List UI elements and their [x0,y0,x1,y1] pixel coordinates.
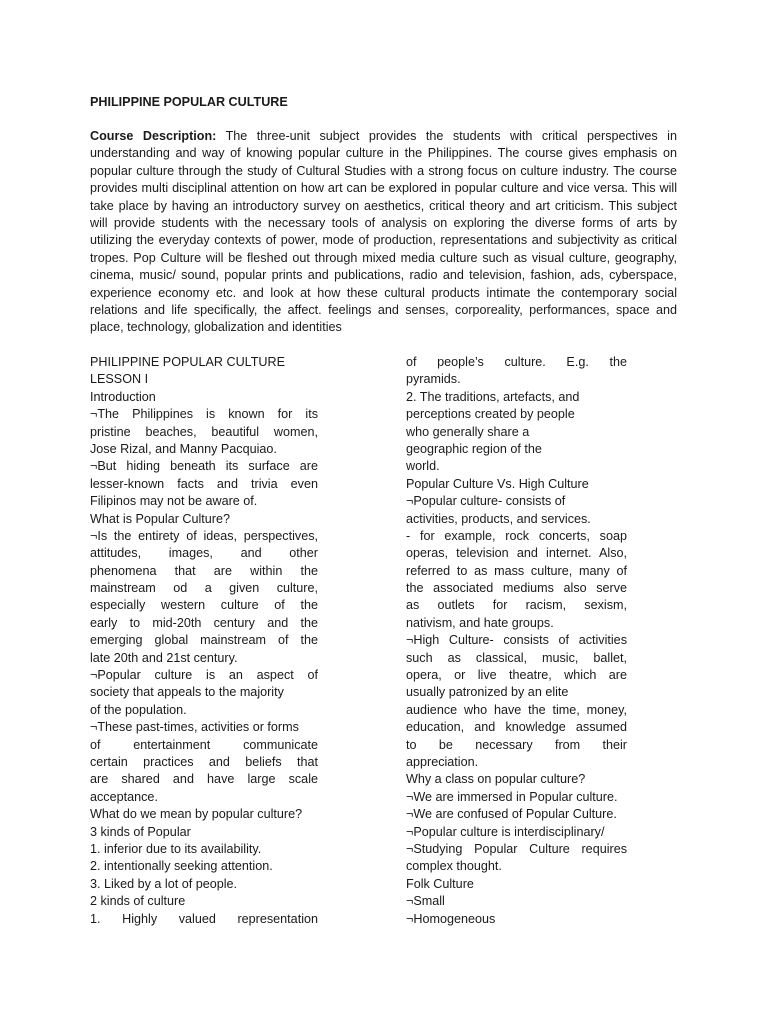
text-line: attitudes, images, and other [90,546,318,561]
text-line: of the population. [90,702,187,717]
text-line: nativism, and hate groups. [406,615,554,630]
text-line: especially western culture of the [90,598,318,613]
text-line: are shared and have large scale [90,772,318,787]
text-line: Jose Rizal, and Manny Pacquiao. [90,441,277,456]
text-line: early to mid-20th century and the [90,615,318,630]
text-line: of people’s culture. E.g. the [406,355,627,369]
text-line: referred to as mass culture, many of [406,563,627,578]
text-line: perceptions created by people [406,407,575,422]
text-line: ¬We are confused of Popular Culture. [406,807,617,822]
text-line: What is Popular Culture? [90,511,230,526]
text-line: Filipinos may not be aware of. [90,494,258,509]
text-line: 3 kinds of Popular [90,824,191,839]
text-line: 3. Liked by a lot of people. [90,876,238,891]
text-line: PHILIPPINE POPULAR CULTURE [90,355,286,369]
text-line: LESSON I [90,372,149,387]
text-line: mainstream od a given culture, [90,581,318,596]
left-column [90,354,318,928]
course-description [90,128,677,337]
text-line: geographic region of the [406,441,542,456]
text-line: the associated mediums also serve [406,581,627,596]
text-line: operas, television and internet. Also, [406,546,627,561]
text-line: ¬The Philippines is known for its [90,407,318,422]
text-line: 2. The traditions, artefacts, and [406,389,580,404]
text-line: ¬Popular culture is interdisciplinary/ [406,824,605,839]
text-line: phenomena that are within the [90,563,318,578]
text-line: ¬We are immersed in Popular culture. [406,789,618,804]
text-line: ¬Studying Popular Culture requires [406,841,627,856]
text-line: ¬Is the entirety of ideas, perspectives, [90,528,318,543]
text-line: pristine beaches, beautiful women, [90,424,318,439]
text-line: ¬But hiding beneath its surface are [90,459,318,474]
text-line: ¬High Culture- consists of activities [406,633,627,648]
course-description-text: The three-unit subject provides the students with critical perspectives in understanding and way of knowing popular culture in the Philippines. The course gives emphasis on popular culture through the study of Cultural Studies with a strong focus on culture industry. The course provides multi disciplinal attention on how art can be explored in popular culture and vice versa. This will take place by having an introductory survey on aesthetics, critical theory and art criticism. This subject will provide students with the necessary tools of analysis on exploring the diverse forms of arts by utilizing the everyday contexts of power, mode of production, representations and subjectivity as critical tropes. Pop Culture will be fleshed out through mixed media culture such as visual culture, geography, cinema, music/ sound, popular prints and publications, radio and television, fashion, ads, cyberspace, experience economy etc. and look at how these cultural products intimate the contemporary social relations and life specifically, the affect. feelings and senses, corporeality, performances, space and place, technology, globalization and identities [90,129,677,335]
text-line: as outlets for racism, sexism, [406,598,627,613]
text-line: ¬These past-times, activities or forms [90,720,299,735]
document-title: PHILIPPINE POPULAR CULTURE [90,95,288,109]
text-line: ¬Small [406,894,445,909]
text-line: who generally share a [406,424,530,439]
text-line: such as classical, music, ballet, [406,650,627,665]
text-line: to be necessary from their [406,737,627,752]
text-line: education, and knowledge assumed [406,720,627,735]
text-line: 2 kinds of culture [90,894,186,909]
text-line: What do we mean by popular culture? [90,807,303,822]
text-line: audience who have the time, money, [406,702,627,717]
text-line: emerging global mainstream of the [90,633,318,648]
text-line: certain practices and beliefs that [90,754,318,769]
text-line: - for example, rock concerts, soap [406,528,627,543]
text-line: world. [406,459,440,474]
text-line: ¬Popular culture is an aspect of [90,668,318,683]
right-column [406,354,627,928]
text-line: lesser-known facts and trivia even [90,476,318,491]
text-line: 1. Highly valued representation [90,911,318,926]
text-line: 2. intentionally seeking attention. [90,859,273,874]
text-line: acceptance. [90,789,158,804]
text-line: complex thought. [406,859,502,874]
text-line: Why a class on popular culture? [406,772,586,787]
text-line: appreciation. [406,754,479,769]
text-line: ¬Popular culture- consists of [406,494,566,509]
text-line: late 20th and 21st century. [90,650,238,665]
text-line: Introduction [90,389,156,404]
text-line: Folk Culture [406,876,474,891]
text-line: Popular Culture Vs. High Culture [406,476,589,491]
text-line: opera, or live theatre, which are [406,668,627,683]
text-line: of entertainment communicate [90,737,318,752]
text-line: pyramids. [406,372,461,387]
text-line: society that appeals to the majority [90,685,284,700]
course-description-label: Course Description: [90,129,217,143]
text-line: 1. inferior due to its availability. [90,841,262,856]
text-line: usually patronized by an elite [406,685,569,700]
text-line: activities, products, and services. [406,511,591,526]
text-line: ¬Homogeneous [406,911,496,926]
